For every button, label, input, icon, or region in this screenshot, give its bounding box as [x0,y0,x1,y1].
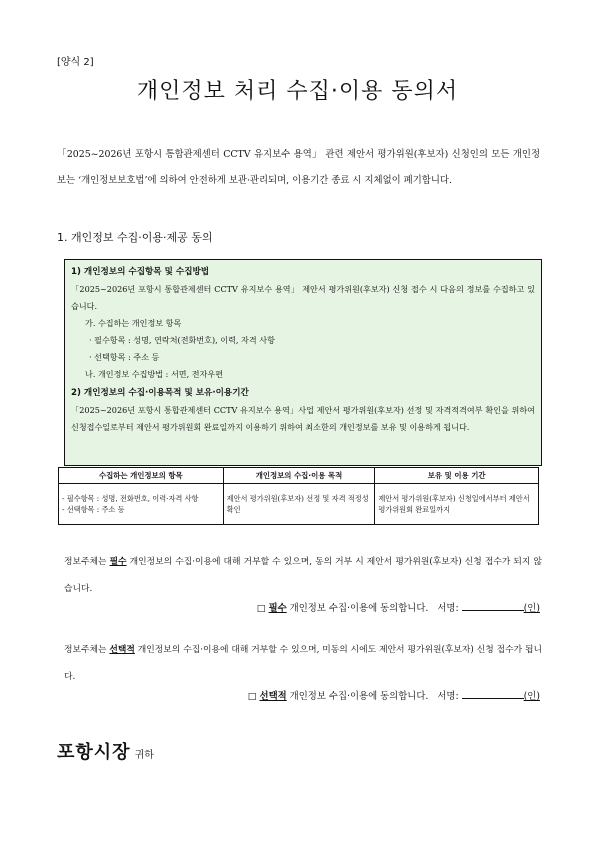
optional-checkbox[interactable]: □ [247,691,257,702]
box-paragraph-1: 「2025~2026년 포항시 통합관제센터 CCTV 유지보수 용역」 제안서 평가위원(후보자) 신청 접수 시 다음의 정보를 수집하고 있습니다. [71,284,535,311]
required-checkbox[interactable]: □ [256,603,266,614]
optional-para-prefix: 정보주체는 [64,645,110,655]
collected-items-heading: 가. 수집하는 개인정보 항목 [85,318,182,328]
optional-para-suffix: 개인정보의 수집·이용에 대해 거부할 수 있으며, 미동의 시에도 제안서 평가위원(후보자) 신청 접수가 됩니다. [64,645,543,682]
optional-signature-field[interactable] [462,698,524,699]
optional-consent-paragraph [64,637,542,691]
form-number: [양식 2] [57,57,94,68]
required-items: · 필수항목 : 성명, 연락처(전화번호), 이력, 자격 사항 [89,335,275,345]
table-cell-items: - 필수항목 : 성명, 전화번호, 이력·자격 사항 - 선택항목 : 주소 등 [59,484,224,525]
required-agree-line [188,600,540,614]
box-paragraph-2: 「2025~2026년 포항시 통합관제센터 CCTV 유지보수 용역」사업 제안서 평가위원(후보자) 선정 및 자격적격여부 확인을 위하여 신청접수일로부터 제안서 평가위원회 완료일까지 이용하기 위하여 최소한의 개인정보를 보유 및 이용하게 됩니다. [71,405,535,432]
addressee-name: 포항시장 [57,742,131,763]
table-header-period: 보유 및 이용 기간 [375,468,539,484]
required-consent-paragraph [64,549,542,603]
required-sign-label: 서명: [437,603,459,614]
table-header-row [59,468,539,484]
box-heading-1: 1) 개인정보의 수집항목 및 수집방법 [71,267,210,277]
optional-sign-label: 서명: [437,691,459,702]
consent-details-box [64,259,542,466]
table-header-purpose: 개인정보의 수집·이용 목적 [223,468,375,484]
required-para-suffix: 개인정보의 수집·이용에 대해 거부할 수 있으며, 동의 거부 시 제안서 평가위원(후보자) 신청 접수가 되지 않습니다. [64,557,542,594]
intro-paragraph: 「2025~2026년 포항시 통합관제센터 CCTV 유지보수 용역」 관련 제안서 평가위원(후보자) 신청인의 모든 개인정보는 ‘개인정보보호법’에 의하여 안전하게 보관·관리되며, 이용기간 종료 시 지체없이 폐기합니다. [57,149,540,186]
optional-keyword: 선택적 [109,645,135,655]
consent-info-table [58,467,539,525]
required-agree-text: 개인정보 수집·이용에 동의합니다. [286,603,429,614]
addressee-honorific: 귀하 [134,750,154,761]
table-cell-period: 제안서 평가위원(후보자) 신청일에서부터 제안서 평가위원회 완료일까지 [375,484,539,525]
required-seal: (인) [523,603,540,614]
optional-items: · 선택항목 : 주소 등 [89,352,160,362]
optional-agree-text: 개인정보 수집·이용에 동의합니다. [286,691,429,702]
required-para-prefix: 정보주체는 [64,557,110,567]
box-heading-2: 2) 개인정보의 수집·이용목적 및 보유·이용기간 [71,388,249,398]
table-cell-purpose: 제안서 평가위원(후보자) 선정 및 자격 적정성 확인 [223,484,375,525]
required-agree-keyword: 필수 [268,603,287,614]
required-signature-field[interactable] [462,610,524,611]
section-1-title: 1. 개인정보 수집·이용·제공 동의 [57,231,213,244]
required-keyword: 필수 [109,557,127,567]
optional-agree-keyword: 선택적 [259,691,287,702]
document-title: 개인정보 처리 수집·이용 동의서 [136,79,459,104]
collection-method: 나. 개인정보 수집방법 : 서면, 전자우편 [85,369,224,379]
addressee [57,738,154,764]
optional-seal: (인) [523,691,540,702]
table-header-items: 수집하는 개인정보의 항목 [59,468,224,484]
optional-agree-line [188,688,540,702]
table-row [59,484,539,525]
